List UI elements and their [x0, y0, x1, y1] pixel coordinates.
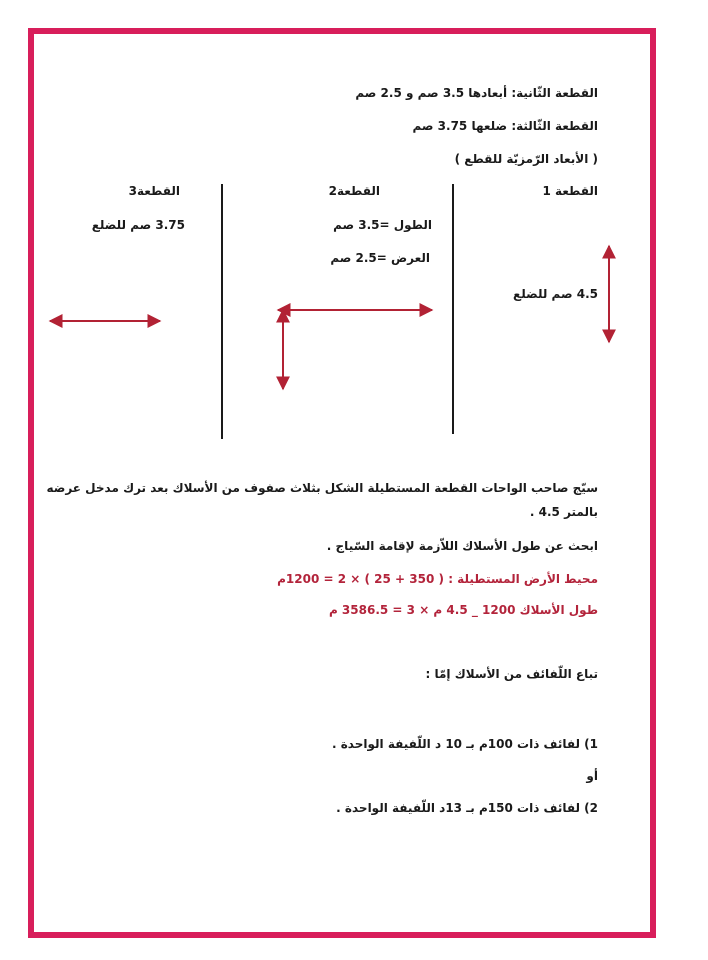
piece2-title: القطعة2 — [328, 184, 380, 198]
symbolic-dimensions-heading: ( الأبعاد الرّمزيّة للقطع ) — [454, 152, 598, 166]
piece1-title: القطعة 1 — [542, 184, 598, 198]
perimeter-calculation: محيط الأرض المستطيلة : ( 350 + 25 ) × 2 = 1200م — [277, 572, 598, 586]
piece3-side-label: 3.75 صم للضلع — [91, 218, 185, 232]
or-label: أو — [586, 769, 598, 783]
problem-question: ابحث عن طول الأسلاك اللاّزمة لإقامة السّياج . — [326, 539, 598, 553]
wire-length-calculation: طول الأسلاك 1200 _ 4.5 م × 3 = 3586.5 م — [328, 603, 598, 617]
roll-option-1: 1) لفائف ذات 100م بـ 10 د اللّفيفة الواحدة . — [331, 737, 598, 751]
rolls-intro: تباع اللّفائف من الأسلاك إمّا : — [425, 667, 598, 681]
piece1-side-label: 4.5 صم للضلع — [513, 287, 598, 301]
piece3-title: القطعة3 — [128, 184, 180, 198]
roll-option-2: 2) لفائف ذات 150م بـ 13د اللّفيفة الواحدة . — [336, 801, 598, 815]
piece2-width-label: العرض =2.5 صم — [330, 251, 430, 265]
piece3-dimensions: القطعة الثّالثة: ضلعها 3.75 صم — [412, 119, 598, 133]
piece2-dimensions: القطعة الثّانية: أبعادها 3.5 صم و 2.5 صم — [355, 86, 598, 100]
piece2-length-label: الطول =3.5 صم — [333, 218, 432, 232]
problem-line-1: سيّج صاحب الواحات القطعة المستطيلة الشكل بثلاث صفوف من الأسلاك بعد ترك مدخل عرضه — [46, 481, 598, 495]
problem-line-2: بالمتر 4.5 . — [529, 505, 598, 519]
